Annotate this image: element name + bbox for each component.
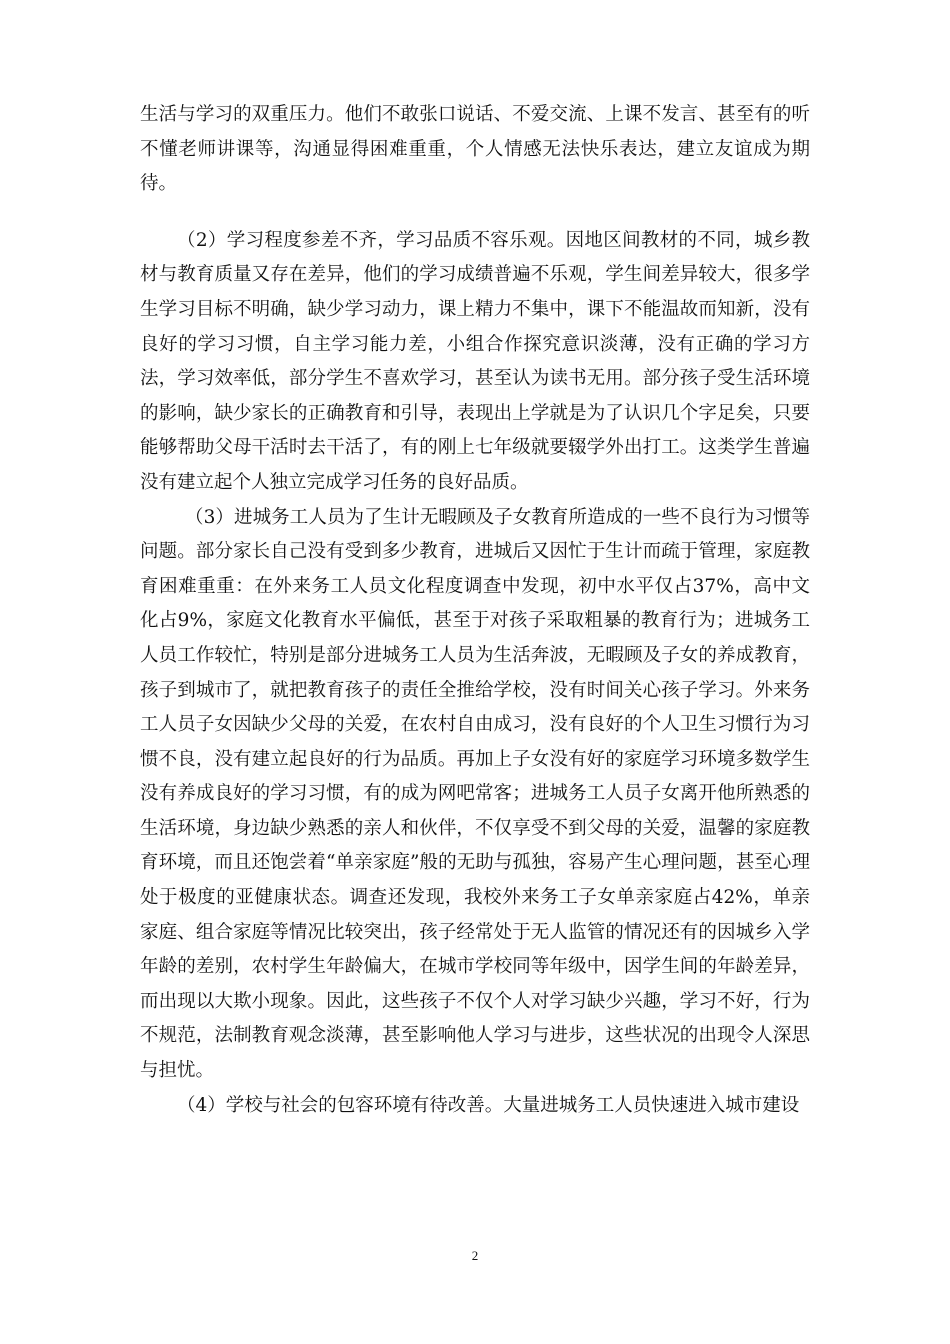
paragraph-learning-level: （2）学习程度参差不齐，学习品质不容乐观。因地区间教材的不同，城乡教材与教育质量又存在差异，他们的学习成绩普遍不乐观，学生间差异较大，很多学生学习目标不明确，缺少学习动力，课上精力不集中，课下不能温故而知新，没有良好的学习习惯，自主学习能力差，小组合作探究意识淡薄，没有正确的学习方法，学习效率低，部分学生不喜欢学习，甚至认为读书无用。部分孩子受生活环境的影响，缺少家长的正确教育和引导，表现出上学就是为了认识几个字足矣，只要能够帮助父母干活时去干活了，有的刚上七年级就要辍学外出打工。这类学生普遍没有建立起个人独立完成学习任务的良好品质。 xyxy=(140,229,810,493)
document-body xyxy=(140,98,810,1123)
page-number: 2 xyxy=(471,1248,479,1263)
paragraph-continued: 生活与学习的双重压力。他们不敢张口说话、不爱交流、上课不发言、甚至有的听不懂老师讲课等，沟通显得困难重重，个人情感无法快乐表达，建立友谊成为期待。 xyxy=(140,104,810,195)
paragraph-school-society: （4）学校与社会的包容环境有待改善。大量进城务工人员快速进入城市建设 xyxy=(177,1094,800,1116)
paragraph-migrant-workers: （3）进城务工人员为了生计无暇顾及子女教育所造成的一些不良行为习惯等问题。部分家长自己没有受到多少教育，进城后又因忙于生计而疏于管理，家庭教育困难重重：在外来务工人员文化程度调查中发现，初中水平仅占37%，高中文化占9%，家庭文化教育水平偏低，甚至于对孩子采取粗暴的教育行为；进城务工人员工作较忙，特别是部分进城务工人员为生活奔波，无暇顾及子女的养成教育，孩子到城市了，就把教育孩子的责任全推给学校，没有时间关心孩子学习。外来务工人员子女因缺少父母的关爱，在农村自由成习，没有良好的个人卫生习惯行为习惯不良，没有建立起良好的行为品质。再加上子女没有好的家庭学习环境多数学生没有养成良好的学习习惯，有的成为网吧常客；进城务工人员子女离开他所熟悉的生活环境，身边缺少熟悉的亲人和伙伴，不仅享受不到父母的关爱，温馨的家庭教育环境，而且还饱尝着“单亲家庭”般的无助与孤独，容易产生心理问题，甚至心理处于极度的亚健康状态。调查还发现，我校外来务工子女单亲家庭占42%，单亲家庭、组合家庭等情况比较突出，孩子经常处于无人监管的情况还有的因城乡入学年龄的差别，农村学生年龄偏大，在城市学校同等年级中，因学生间的年龄差异，而出现以大欺小现象。因此，这些孩子不仅个人对学习缺少兴趣，学习不好，行为不规范，法制教育观念淡薄，甚至影响他人学习与进步，这些状况的出现令人深思与担忧。 xyxy=(140,506,810,1082)
paragraph-spacer xyxy=(140,202,810,224)
